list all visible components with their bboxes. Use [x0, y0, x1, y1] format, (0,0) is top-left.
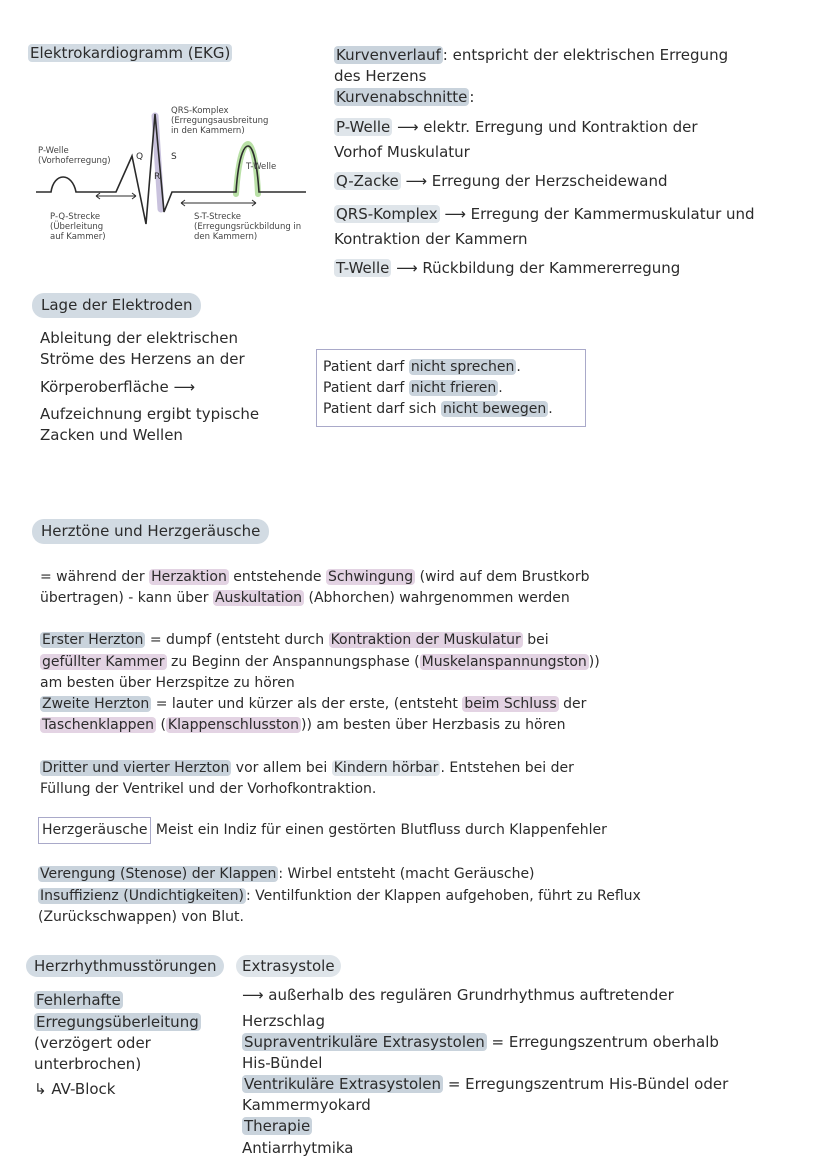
erster2-text-b: zu Beginn der Anspannungsphase ( [166, 654, 420, 670]
patient-line3 [323, 399, 553, 420]
s-label: S [171, 152, 177, 162]
st-label: S-T-Strecke [194, 212, 241, 222]
qzacke-label: Q-Zacke [336, 172, 399, 190]
elektroden-line1: Ableitung der elektrischen [40, 329, 239, 347]
herzgeraeusche-line [38, 817, 607, 844]
pq-sub1: (Überleitung [50, 222, 104, 232]
zweite-line1 [40, 694, 586, 715]
insuffizienz-line1 [38, 886, 641, 907]
def-schwingung: Schwingung [327, 569, 414, 585]
erster-text-b: = dumpf (entsteht durch [145, 632, 329, 648]
erster2-text-d: )) [588, 654, 600, 670]
elektroden-line2: Ströme des Herzens an der [40, 350, 245, 368]
qrs-text: ⟶ Erregung der Kammermuskulatur und [439, 205, 755, 223]
insuffizienz-text: : Ventilfunktion der Klappen aufgehoben, führt zu Reflux [245, 888, 641, 904]
erster-kontraktion: Kontraktion der Muskulatur [330, 632, 521, 648]
def-text-e: (wird auf dem Brustkorb [415, 569, 590, 585]
therapie-line [242, 1116, 312, 1137]
erster-muskelanspannungston: Muskelanspannungston [421, 654, 587, 670]
qrs-label: QRS-Komplex [171, 106, 229, 116]
dritter-text-b: vor allem bei [231, 760, 332, 776]
herztoene-title: Herztöne und Herzgeräusche [32, 519, 269, 544]
extrasystole-line2: Herzschlag [242, 1012, 325, 1030]
elektroden-line4: Aufzeichnung ergibt typische [40, 405, 260, 423]
zweite-text-d: der [558, 696, 587, 712]
patient1-prefix: Patient darf [323, 359, 409, 375]
pq-sub2: auf Kammer) [50, 232, 106, 242]
qrs-sub2: in den Kammern) [171, 126, 245, 136]
ekg-title: Elektrokardiogramm (EKG) [30, 44, 231, 62]
kurvenabschnitte-line [334, 87, 474, 108]
patient-box [316, 349, 586, 427]
qrs-sub1: (Erregungsausbreitung [171, 116, 269, 126]
dritter-vierter-label: Dritter und vierter Herzton [42, 760, 230, 776]
ventrikulaere-line1 [242, 1074, 728, 1095]
dritter-text-d: . Entstehen bei der [440, 760, 574, 776]
patient2-highlight: nicht frieren [410, 380, 497, 396]
ventrikulaere-text: = Erregungszentrum His-Bündel oder [443, 1075, 729, 1093]
dritter-line2: Füllung der Ventrikel und der Vorhofkontraktion. [40, 781, 377, 797]
p-sub: (Vorhoferregung) [38, 156, 111, 166]
def-text-a: = während der [40, 569, 150, 585]
erster-text-d: bei [522, 632, 549, 648]
def2-text-a: übertragen) - kann über [40, 590, 213, 606]
erster-line2 [40, 652, 600, 673]
def-auskultation: Auskultation [214, 590, 303, 606]
stenose-label: Verengung (Stenose) der Klappen [40, 866, 277, 882]
qrs-line1 [334, 204, 755, 225]
supraventrikulaere-line2: His-Bündel [242, 1054, 323, 1072]
av-block-line [34, 1079, 116, 1100]
zweite-text-b: = lauter und kürzer als der erste, (entsteht [151, 696, 463, 712]
herzgeraeusche-text: Meist ein Indiz für einen gestörten Blutfluss durch Klappenfehler [151, 822, 607, 838]
av-block-label: AV-Block [51, 1080, 116, 1098]
twelle-label: T-Welle [336, 259, 390, 277]
erregungsueberleitung-label: Erregungsüberleitung [36, 1013, 199, 1031]
st-sub2: den Kammern) [194, 232, 258, 242]
supraventrikulaere-text: = Erregungszentrum oberhalb [486, 1033, 719, 1051]
erster-herzton-label: Erster Herzton [42, 632, 144, 648]
herzgeraeusche-label: Herzgeräusche [38, 817, 151, 844]
rhythmus-title: Herzrhythmusstörungen [26, 955, 224, 977]
elektroden-line3: Körperoberfläche ⟶ [40, 378, 196, 396]
insuffizienz-line2: (Zurückschwappen) von Blut. [38, 909, 244, 925]
corner-arrow-icon: ↳ [34, 1080, 47, 1098]
zweite-beim-schluss: beim Schluss [464, 696, 557, 712]
ventrikulaere-label: Ventrikuläre Extrasystolen [244, 1075, 442, 1093]
pwelle-text: ⟶ elektr. Erregung und Kontraktion der [392, 118, 698, 136]
kurvenverlauf-line1 [334, 45, 728, 66]
herztoene-def-line1 [40, 567, 590, 588]
pwelle-line1 [334, 117, 698, 138]
ventrikulaere-line2: Kammermyokard [242, 1096, 371, 1114]
q-label: Q [136, 152, 144, 162]
therapie-line2: Antiarrhytmika [242, 1139, 354, 1157]
kurvenverlauf-text: : entspricht der elektrischen Erregung [442, 46, 729, 64]
fehlerhafte-line4: unterbrochen) [34, 1055, 142, 1073]
pwelle-line2: Vorhof Muskulatur [334, 143, 470, 161]
zweite-herzton-label: Zweite Herzton [42, 696, 150, 712]
patient2-dot: . [498, 380, 503, 396]
stenose-text: : Wirbel entsteht (macht Geräusche) [278, 866, 535, 882]
qrs-komplex-label: QRS-Komplex [336, 205, 438, 223]
patient1-highlight: nicht sprechen [410, 359, 515, 375]
twelle-line [334, 258, 680, 279]
erster-gefuellte-kammer: gefüllter Kammer [42, 654, 165, 670]
extrasystole-line1: ⟶ außerhalb des regulären Grundrhythmus auftretender [242, 986, 674, 1004]
qrs-line2: Kontraktion der Kammern [334, 230, 528, 248]
erster-line1 [40, 630, 549, 651]
r-label: R [154, 172, 161, 182]
patient3-dot: . [548, 401, 553, 417]
dritter-kinder-hoerbar: Kindern hörbar [333, 760, 439, 776]
elektroden-line5: Zacken und Wellen [40, 426, 183, 444]
patient1-dot: . [516, 359, 521, 375]
qzacke-line [334, 171, 667, 192]
kurvenverlauf-line2: des Herzens [334, 67, 427, 85]
kurvenverlauf-label: Kurvenverlauf [336, 46, 441, 64]
stenose-line [38, 864, 535, 885]
def2-text-c: (Abhorchen) wahrgenommen werden [304, 590, 570, 606]
ekg-diagram [36, 104, 316, 254]
insuffizienz-label: Insuffizienz (Undichtigkeiten) [40, 888, 244, 904]
zweite2-text-d: )) am besten über Herzbasis zu hören [300, 717, 566, 733]
fehlerhafte-label: Fehlerhafte [36, 991, 121, 1009]
zweite-taschenklappen: Taschenklappen [42, 717, 154, 733]
patient3-prefix: Patient darf sich [323, 401, 442, 417]
patient3-highlight: nicht bewegen [443, 401, 547, 417]
supraventrikulaere-line1 [242, 1032, 719, 1053]
pq-label: P-Q-Strecke [50, 212, 101, 222]
elektroden-title: Lage der Elektroden [32, 293, 201, 318]
twelle-text: ⟶ Rückbildung der Kammererregung [391, 259, 681, 277]
fehlerhafte-line3: (verzögert oder [34, 1034, 151, 1052]
zweite2-text-b: ( [156, 717, 166, 733]
fehlerhafte-line1 [34, 990, 123, 1011]
zweite-klappenschlusston: Klappenschlusston [167, 717, 299, 733]
kurvenabschnitte-label: Kurvenabschnitte [336, 88, 468, 106]
zweite-line2 [40, 715, 566, 736]
patient-line1 [323, 357, 521, 378]
therapie-label: Therapie [244, 1117, 311, 1135]
def-text-c: entstehende [228, 569, 326, 585]
p-label: P-Welle [38, 146, 69, 156]
supraventrikulaere-label: Supraventrikuläre Extrasystolen [244, 1033, 485, 1051]
qzacke-text: ⟶ Erregung der Herzscheidewand [400, 172, 668, 190]
patient-line2 [323, 378, 503, 399]
patient2-prefix: Patient darf [323, 380, 409, 396]
dritter-line1 [40, 758, 574, 779]
extrasystole-title: Extrasystole [236, 955, 341, 977]
kurvenabschnitte-colon: : [469, 88, 475, 106]
t-label: T-Welle [246, 162, 277, 172]
pwelle-label: P-Welle [336, 118, 391, 136]
herztoene-def-line2 [40, 588, 570, 609]
def-herzaktion: Herzaktion [151, 569, 227, 585]
st-sub1: (Erregungsrückbildung in [194, 222, 302, 232]
fehlerhafte-line2 [34, 1012, 201, 1033]
erster-line3: am besten über Herzspitze zu hören [40, 675, 295, 691]
